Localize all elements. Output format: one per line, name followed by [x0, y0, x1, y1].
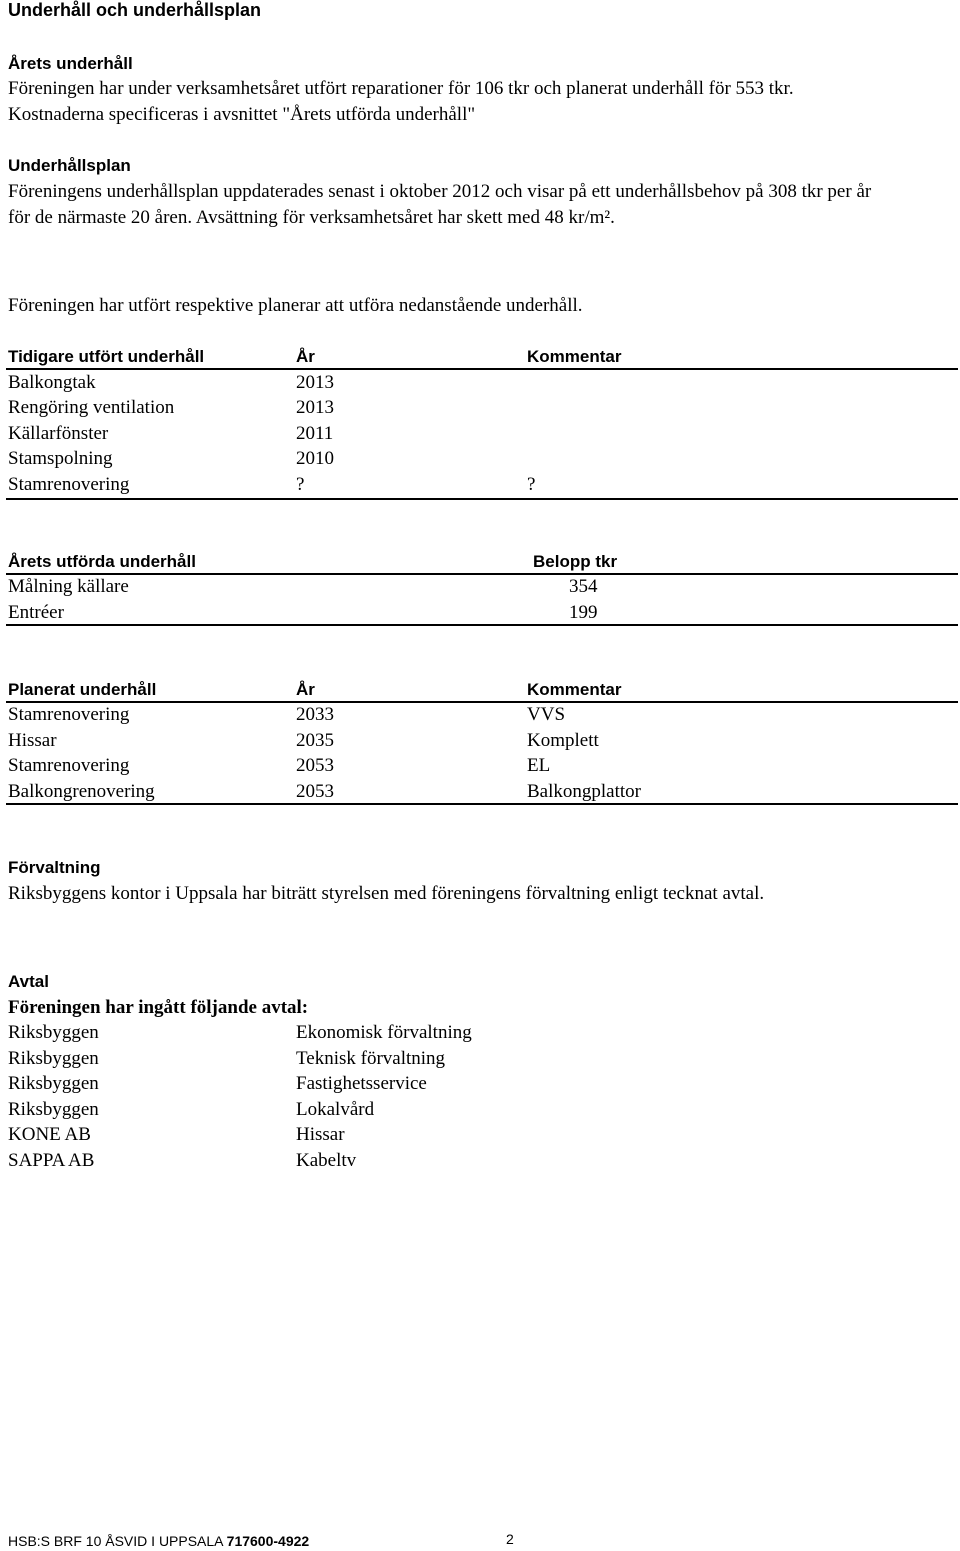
- table-row-name: Stamrenovering: [8, 704, 130, 725]
- section-heading-forvaltning: Förvaltning: [8, 858, 101, 877]
- arets-underhall-line-2: Kostnaderna specificeras i avsnittet "Årets utförda underhåll": [8, 104, 476, 125]
- table-row-comment: Komplett: [527, 730, 599, 751]
- table-row-year: 2013: [296, 397, 334, 418]
- list-item-service: Fastighetsservice: [296, 1073, 427, 1094]
- tidigare-bottom-rule: [6, 498, 958, 500]
- footer-page-number: 2: [506, 1531, 514, 1547]
- table-row-year: 2053: [296, 755, 334, 776]
- list-item-service: Lokalvård: [296, 1099, 375, 1120]
- document-title: Underhåll och underhållsplan: [8, 0, 262, 20]
- list-item-service: Teknisk förvaltning: [296, 1048, 446, 1069]
- table-row-year: ?: [296, 474, 305, 495]
- planerat-header-name: Planerat underhåll: [8, 680, 157, 699]
- utforda-bottom-rule: [6, 624, 958, 626]
- utforda-header-rule: [6, 573, 958, 575]
- utforda-header-name: Årets utförda underhåll: [8, 552, 196, 571]
- planerat-header-year: År: [296, 680, 315, 699]
- table-row-name: Stamspolning: [8, 448, 113, 469]
- planerat-header-rule: [6, 701, 958, 703]
- table-row-year: 2053: [296, 781, 334, 802]
- table-row-name: Stamrenovering: [8, 474, 130, 495]
- tidigare-header-comment: Kommentar: [527, 347, 622, 366]
- table-row-year: 2033: [296, 704, 334, 725]
- table-row-amount: 354: [569, 576, 598, 597]
- section-heading-avtal: Avtal: [8, 972, 49, 991]
- tidigare-header-year: År: [296, 347, 315, 366]
- section-heading-arets-underhall: Årets underhåll: [8, 54, 133, 73]
- table-row-name: Rengöring ventilation: [8, 397, 175, 418]
- table-row-year: 2013: [296, 372, 334, 393]
- table-row-name: Hissar: [8, 730, 57, 751]
- forvaltning-text: Riksbyggens kontor i Uppsala har biträtt styrelsen med föreningens förvaltning enligt tecknat avtal.: [8, 883, 765, 904]
- list-item-party: Riksbyggen: [8, 1022, 99, 1043]
- list-item-party: KONE AB: [8, 1124, 91, 1145]
- list-item-party: Riksbyggen: [8, 1099, 99, 1120]
- list-item-service: Hissar: [296, 1124, 345, 1145]
- utforda-header-amount: Belopp tkr: [533, 552, 618, 571]
- list-item-party: Riksbyggen: [8, 1073, 99, 1094]
- table-row-comment: ?: [527, 474, 536, 495]
- table-row-year: 2010: [296, 448, 334, 469]
- table-row-year: 2035: [296, 730, 334, 751]
- table-row-name: Målning källare: [8, 576, 129, 597]
- underhallsplan-line-2: för de närmaste 20 åren. Avsättning för verksamhetsåret har skett med 48 kr/m².: [8, 207, 615, 228]
- table-row-comment: VVS: [527, 704, 566, 725]
- underhallsplan-line-1: Föreningens underhållsplan uppdaterades senast i oktober 2012 och visar på ett underhållsbehov på 308 tkr per år: [8, 181, 872, 202]
- table-row-comment: EL: [527, 755, 551, 776]
- list-item-party: SAPPA AB: [8, 1150, 95, 1171]
- table-row-name: Balkongrenovering: [8, 781, 155, 802]
- table-row-name: Källarfönster: [8, 423, 109, 444]
- footer-org-name: HSB:S BRF 10 ÅSVID I UPPSALA: [8, 1533, 223, 1549]
- table-row-amount: 199: [569, 602, 598, 623]
- planerat-header-comment: Kommentar: [527, 680, 622, 699]
- table-row-comment: Balkongplattor: [527, 781, 641, 802]
- footer-org-number: 717600-4922: [226, 1533, 310, 1549]
- table-row-name: Entréer: [8, 602, 64, 623]
- section-heading-underhallsplan: Underhållsplan: [8, 156, 131, 175]
- table-row-year: 2011: [296, 423, 334, 444]
- tidigare-header-name: Tidigare utfört underhåll: [8, 347, 205, 366]
- planerat-bottom-rule: [6, 803, 958, 805]
- intro-text: Föreningen har utfört respektive planerar att utföra nedanstående underhåll.: [8, 295, 583, 316]
- table-row-name: Balkongtak: [8, 372, 96, 393]
- arets-underhall-line-1: Föreningen har under verksamhetsåret utfört reparationer för 106 tkr och planerat underhåll för 553 tkr.: [8, 78, 794, 99]
- list-item-service: Ekonomisk förvaltning: [296, 1022, 472, 1043]
- avtal-subheading: Föreningen har ingått följande avtal:: [8, 997, 309, 1018]
- footer-org: [8, 1533, 309, 1549]
- table-row-name: Stamrenovering: [8, 755, 130, 776]
- tidigare-header-rule: [6, 368, 958, 370]
- list-item-party: Riksbyggen: [8, 1048, 99, 1069]
- list-item-service: Kabeltv: [296, 1150, 357, 1171]
